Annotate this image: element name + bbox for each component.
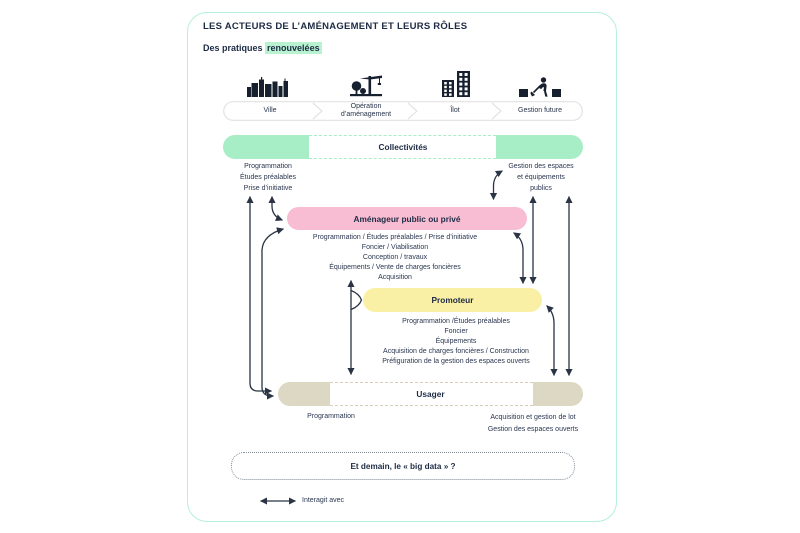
band-promoteur-label: Promoteur bbox=[431, 295, 474, 305]
usager-right-tasks bbox=[488, 412, 578, 435]
collectivites-right-tasks bbox=[508, 162, 573, 194]
task-line: Programmation / Études préalables / Prise d’initiative bbox=[312, 234, 478, 241]
task-line: Équipements / Vente de charges foncières bbox=[329, 264, 461, 271]
timeline-phase-operation: Opération d’aménagement bbox=[340, 103, 392, 118]
bigdata-question-box bbox=[231, 452, 575, 480]
bigdata-question-label: Et demain, le « big data » ? bbox=[350, 461, 456, 471]
amenageur-tasks bbox=[313, 233, 477, 283]
task-line: Gestion des espaces ouverts bbox=[487, 425, 579, 433]
task-line: Foncier bbox=[444, 328, 468, 335]
subtitle-prefix: Des pratiques bbox=[203, 43, 263, 53]
task-line: Acquisition de charges foncières / Construction bbox=[383, 348, 529, 355]
timeline-phase-ville: Ville bbox=[263, 107, 277, 114]
task-line: Programmation bbox=[307, 413, 355, 420]
subtitle-highlight: renouvelées bbox=[267, 43, 320, 53]
band-usager bbox=[278, 382, 583, 406]
task-line: Gestion des espaces bbox=[508, 163, 574, 170]
task-line: Équipements bbox=[435, 338, 477, 345]
task-line: Acquisition et gestion de lot bbox=[490, 414, 576, 421]
task-line: Foncier / Viabilisation bbox=[361, 244, 429, 251]
task-line: Études préalables bbox=[239, 173, 297, 181]
task-line: Prise d’initiative bbox=[243, 184, 293, 192]
band-usager-label: Usager bbox=[416, 389, 445, 399]
legend-label: Interagit avec bbox=[302, 497, 345, 504]
construction-crane-icon bbox=[348, 70, 384, 97]
page-title: LES ACTEURS DE L’AMÉNAGEMENT ET LEURS RÔLES bbox=[203, 21, 468, 32]
task-line: Programmation /Études préalables bbox=[402, 318, 510, 325]
timeline-phase-gestion: Gestion future bbox=[518, 107, 562, 114]
collectivites-left-tasks bbox=[240, 162, 296, 194]
task-line: publics bbox=[530, 184, 552, 192]
promoteur-tasks bbox=[382, 317, 529, 367]
task-line: Préfiguration de la gestion des espaces ouverts bbox=[382, 358, 530, 365]
gardening-person-icon bbox=[519, 75, 561, 97]
usager-left-tasks bbox=[307, 412, 355, 422]
band-amenageur bbox=[287, 207, 527, 230]
timeline-phase-ilot: Îlot bbox=[450, 107, 460, 114]
band-collectivites-label: Collectivités bbox=[378, 142, 428, 152]
task-line: et équipements bbox=[517, 173, 565, 181]
band-amenageur-label: Aménageur public ou privé bbox=[353, 213, 461, 224]
band-collectivites bbox=[223, 135, 583, 159]
task-line: Conception / travaux bbox=[362, 254, 428, 261]
task-line: Acquisition bbox=[378, 274, 412, 281]
buildings-icon bbox=[441, 70, 471, 97]
band-promoteur bbox=[363, 288, 542, 312]
city-skyline-icon bbox=[246, 75, 290, 97]
page-subtitle bbox=[203, 43, 322, 53]
task-line: Programmation bbox=[244, 163, 292, 170]
